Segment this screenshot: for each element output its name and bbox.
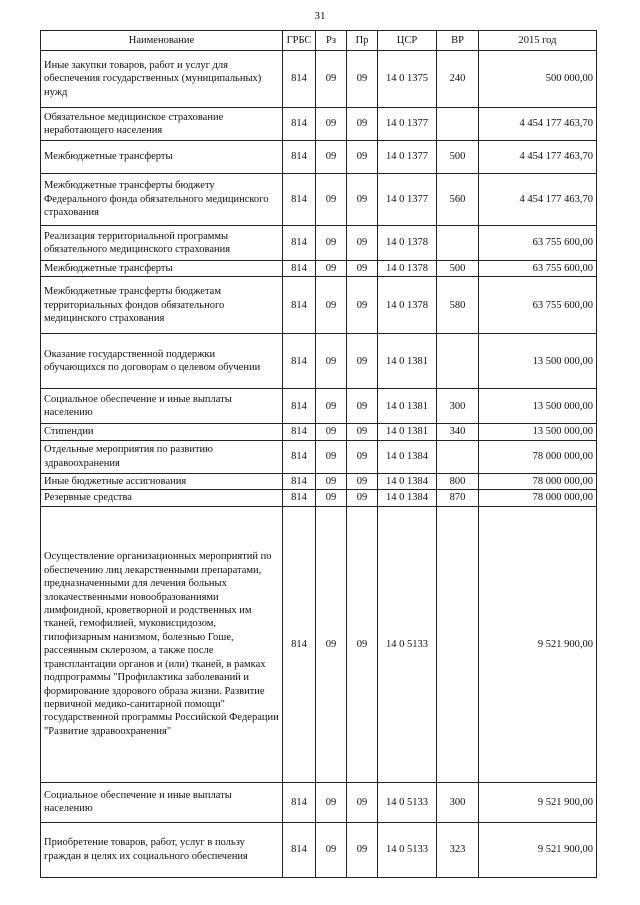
- table-row: [41, 490, 597, 506]
- table-row: [41, 782, 597, 822]
- row-grbs: 814: [283, 424, 316, 440]
- row-name: Межбюджетные трансферты: [41, 261, 283, 277]
- table-row: [41, 334, 597, 389]
- row-csr: 14 0 1378: [378, 261, 437, 277]
- row-rz: 09: [316, 389, 347, 424]
- table-row: [41, 440, 597, 473]
- row-rz: 09: [316, 108, 347, 141]
- row-amount: 4 454 177 463,70: [479, 108, 597, 141]
- page-number: 31: [314, 10, 326, 22]
- row-pr: 09: [347, 822, 378, 877]
- row-pr: 09: [347, 226, 378, 261]
- row-csr: 14 0 1378: [378, 277, 437, 334]
- row-pr: 09: [347, 506, 378, 782]
- row-amount: 9 521 900,00: [479, 782, 597, 822]
- row-pr: 09: [347, 108, 378, 141]
- header-grbs: ГРБС: [283, 31, 316, 51]
- row-grbs: 814: [283, 473, 316, 489]
- row-vr: [437, 108, 479, 141]
- row-name: Осуществление организационных мероприятий по обеспечению лиц лекарственными препаратами, предназначенными для лечения больных злокачественными новообразованиями лимфоидной, кроветворной и родственных им тканей, гемофилией, муковисцидозом, гипофизарным нанизмом, болезнью Гоше, рассеянным склерозом, а также после трансплантации органов и (или) тканей, в рамках подпрограммы "Профилактика заболеваний и формирование здорового образа жизни. Развитие первичной медико-санитарной помощи" государственной программы Российской Федерации "Развитие здравоохранения": [41, 506, 283, 782]
- row-grbs: 814: [283, 389, 316, 424]
- row-csr: 14 0 1375: [378, 51, 437, 108]
- row-vr: 870: [437, 490, 479, 506]
- row-grbs: 814: [283, 490, 316, 506]
- row-vr: 300: [437, 389, 479, 424]
- row-rz: 09: [316, 490, 347, 506]
- row-amount: 4 454 177 463,70: [479, 141, 597, 174]
- table-row: [41, 506, 597, 782]
- row-amount: 13 500 000,00: [479, 334, 597, 389]
- row-grbs: 814: [283, 174, 316, 226]
- row-csr: 14 0 5133: [378, 506, 437, 782]
- row-csr: 14 0 1384: [378, 490, 437, 506]
- row-csr: 14 0 1381: [378, 389, 437, 424]
- row-vr: [437, 226, 479, 261]
- row-csr: 14 0 1377: [378, 108, 437, 141]
- row-vr: [437, 506, 479, 782]
- row-rz: 09: [316, 473, 347, 489]
- row-name: Отдельные мероприятия по развитию здравоохранения: [41, 440, 283, 473]
- row-amount: 78 000 000,00: [479, 473, 597, 489]
- row-grbs: 814: [283, 108, 316, 141]
- row-amount: 4 454 177 463,70: [479, 174, 597, 226]
- budget-table: [40, 30, 597, 878]
- row-rz: 09: [316, 277, 347, 334]
- row-grbs: 814: [283, 141, 316, 174]
- table-row: [41, 141, 597, 174]
- row-grbs: 814: [283, 334, 316, 389]
- row-amount: 13 500 000,00: [479, 389, 597, 424]
- row-pr: 09: [347, 782, 378, 822]
- row-rz: 09: [316, 226, 347, 261]
- table-row: [41, 108, 597, 141]
- header-name: Наименование: [41, 31, 283, 51]
- row-vr: 240: [437, 51, 479, 108]
- row-rz: 09: [316, 822, 347, 877]
- row-amount: 63 755 600,00: [479, 261, 597, 277]
- header-row: [41, 31, 597, 51]
- table-row: [41, 424, 597, 440]
- row-grbs: 814: [283, 277, 316, 334]
- row-amount: 78 000 000,00: [479, 440, 597, 473]
- row-name: Межбюджетные трансферты: [41, 141, 283, 174]
- row-pr: 09: [347, 261, 378, 277]
- row-pr: 09: [347, 141, 378, 174]
- row-grbs: 814: [283, 782, 316, 822]
- row-rz: 09: [316, 51, 347, 108]
- row-csr: 14 0 5133: [378, 822, 437, 877]
- row-vr: [437, 334, 479, 389]
- row-amount: 63 755 600,00: [479, 226, 597, 261]
- row-grbs: 814: [283, 261, 316, 277]
- row-rz: 09: [316, 440, 347, 473]
- row-pr: 09: [347, 389, 378, 424]
- row-csr: 14 0 1381: [378, 424, 437, 440]
- row-name: Стипендии: [41, 424, 283, 440]
- table-row: [41, 261, 597, 277]
- row-vr: 500: [437, 261, 479, 277]
- row-pr: 09: [347, 334, 378, 389]
- row-vr: 500: [437, 141, 479, 174]
- row-amount: 9 521 900,00: [479, 822, 597, 877]
- row-csr: 14 0 1378: [378, 226, 437, 261]
- row-name: Иные бюджетные ассигнования: [41, 473, 283, 489]
- header-rz: Рз: [316, 31, 347, 51]
- row-amount: 78 000 000,00: [479, 490, 597, 506]
- row-pr: 09: [347, 473, 378, 489]
- row-csr: 14 0 5133: [378, 782, 437, 822]
- row-csr: 14 0 1381: [378, 334, 437, 389]
- header-vr: ВР: [437, 31, 479, 51]
- table-row: [41, 226, 597, 261]
- header-year: 2015 год: [479, 31, 597, 51]
- row-pr: 09: [347, 440, 378, 473]
- table-row: [41, 822, 597, 877]
- table-row: [41, 277, 597, 334]
- row-grbs: 814: [283, 51, 316, 108]
- row-name: Межбюджетные трансферты бюджетам территориальных фондов обязательного медицинского страхования: [41, 277, 283, 334]
- row-rz: 09: [316, 782, 347, 822]
- row-pr: 09: [347, 424, 378, 440]
- row-rz: 09: [316, 141, 347, 174]
- row-rz: 09: [316, 261, 347, 277]
- row-pr: 09: [347, 277, 378, 334]
- row-name: Иные закупки товаров, работ и услуг для обеспечения государственных (муниципальных) нужд: [41, 51, 283, 108]
- row-vr: 800: [437, 473, 479, 489]
- row-rz: 09: [316, 334, 347, 389]
- row-pr: 09: [347, 490, 378, 506]
- row-name: Обязательное медицинское страхование неработающего населения: [41, 108, 283, 141]
- row-csr: 14 0 1384: [378, 440, 437, 473]
- row-csr: 14 0 1377: [378, 174, 437, 226]
- row-rz: 09: [316, 424, 347, 440]
- header-csr: ЦСР: [378, 31, 437, 51]
- row-name: Реализация территориальной программы обязательного медицинского страхования: [41, 226, 283, 261]
- row-grbs: 814: [283, 822, 316, 877]
- row-rz: 09: [316, 506, 347, 782]
- row-amount: 500 000,00: [479, 51, 597, 108]
- row-name: Межбюджетные трансферты бюджету Федерального фонда обязательного медицинского страхования: [41, 174, 283, 226]
- row-name: Социальное обеспечение и иные выплаты населению: [41, 782, 283, 822]
- row-grbs: 814: [283, 440, 316, 473]
- row-name: Резервные средства: [41, 490, 283, 506]
- row-name: Приобретение товаров, работ, услуг в пользу граждан в целях их социального обеспечения: [41, 822, 283, 877]
- table-row: [41, 473, 597, 489]
- row-vr: 323: [437, 822, 479, 877]
- table-row: [41, 51, 597, 108]
- row-amount: 9 521 900,00: [479, 506, 597, 782]
- row-amount: 13 500 000,00: [479, 424, 597, 440]
- row-csr: 14 0 1377: [378, 141, 437, 174]
- row-name: Оказание государственной поддержки обучающихся по договорам о целевом обучении: [41, 334, 283, 389]
- row-vr: [437, 440, 479, 473]
- header-pr: Пр: [347, 31, 378, 51]
- row-vr: 300: [437, 782, 479, 822]
- row-amount: 63 755 600,00: [479, 277, 597, 334]
- row-vr: 340: [437, 424, 479, 440]
- row-vr: 560: [437, 174, 479, 226]
- table-row: [41, 174, 597, 226]
- row-name: Социальное обеспечение и иные выплаты населению: [41, 389, 283, 424]
- row-csr: 14 0 1384: [378, 473, 437, 489]
- row-grbs: 814: [283, 226, 316, 261]
- table-row: [41, 389, 597, 424]
- row-rz: 09: [316, 174, 347, 226]
- row-pr: 09: [347, 174, 378, 226]
- row-vr: 580: [437, 277, 479, 334]
- row-grbs: 814: [283, 506, 316, 782]
- row-pr: 09: [347, 51, 378, 108]
